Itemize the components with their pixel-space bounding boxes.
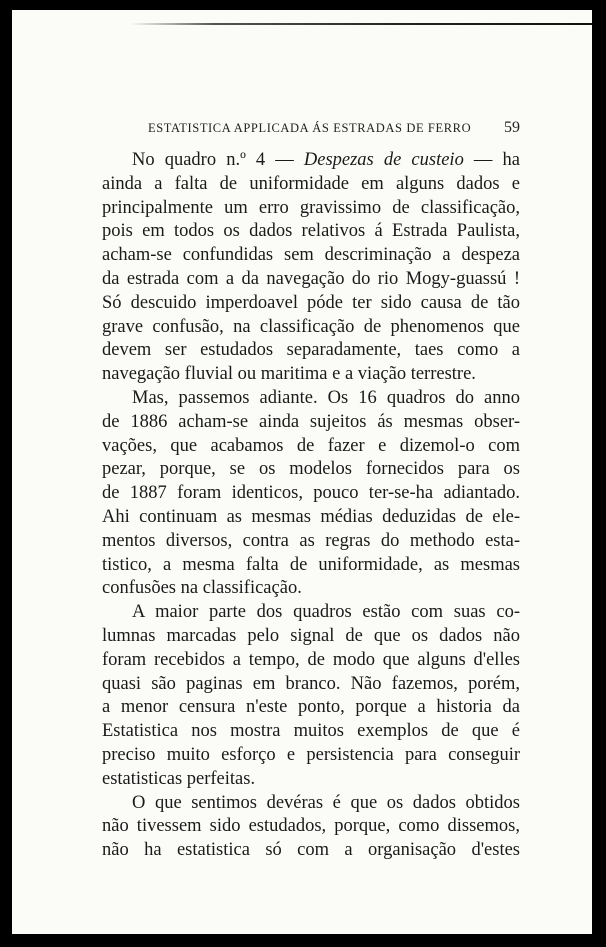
text-line: principalmente um erro gravissimo de classificação, <box>102 197 520 218</box>
text-line: A maior parte dos quadros estão com suas co- <box>132 602 520 623</box>
text-line: tistico, a mesma falta de uniformidade, as mesmas <box>102 554 520 575</box>
text-line: de 1887 foram identicos, pouco ter-se-ha adiantado. <box>102 483 520 504</box>
text-line: Estatistica nos mostra muitos exemplos de que é <box>102 721 520 742</box>
text-line: lumnas marcadas pelo signal de que os dados não <box>102 625 520 646</box>
text-line: mentos diversos, contra as regras do methodo esta- <box>102 530 520 551</box>
text-line: de 1886 acham-se ainda sujeitos ás mesmas obser- <box>102 411 520 432</box>
text-line: navegação fluvial ou maritima e a viação terrestre. <box>102 364 476 385</box>
running-title: ESTATISTICA APPLICADA ÁS ESTRADAS DE FERRO <box>148 121 472 135</box>
text-line: grave confusão, na classificação de phenomenos que <box>102 316 520 337</box>
text-line: O que sentimos devéras é que os dados obtidos <box>132 792 520 813</box>
text-line: estatisticas perfeitas. <box>102 768 256 789</box>
text-line: preciso muito esforço e persistencia para conseguir <box>102 744 520 765</box>
text-line: não tivessem sido estudados, porque, como dissemos, <box>102 816 520 837</box>
section-title-italic: Despezas de custeio <box>303 150 464 170</box>
page-number: 59 <box>504 119 520 136</box>
text-line: No quadro n.º 4 — Despezas de custeio — ha <box>132 150 520 170</box>
book-page <box>12 10 592 934</box>
body-text <box>102 149 520 863</box>
text-line: Só descuido imperdoavel póde ter sido causa de tão <box>102 292 520 313</box>
text-line: não ha estatistica só com a organisação d'estes <box>102 840 520 861</box>
running-header <box>102 119 520 139</box>
text-line: vações, que acabamos de fazer e dizemol-o com <box>102 435 520 456</box>
text-line: Mas, passemos adiante. Os 16 quadros do anno <box>132 387 520 408</box>
top-edge-rule <box>130 23 592 25</box>
text-line: confusões na classificação. <box>102 578 302 599</box>
text-line: ainda a falta de uniformidade em alguns dados e <box>102 173 520 194</box>
text-line: devem ser estudados separadamente, taes como a <box>102 340 520 361</box>
text-line: acham-se confundidas sem descriminação a despeza <box>102 245 520 266</box>
text-line: da estrada com a da navegação do rio Mogy-guassú ! <box>102 268 520 289</box>
text-line: a menor censura n'este ponto, porque a historia da <box>102 697 520 718</box>
text-line: foram recebidos a tempo, de modo que alguns d'elles <box>102 649 520 670</box>
text-line: Ahi continuam as mesmas médias deduzidas de ele- <box>102 506 520 527</box>
text-line: pezar, porque, se os modelos fornecidos para os <box>102 459 520 480</box>
text-line: quasi são paginas em branco. Não fazemos, porém, <box>102 673 520 694</box>
text-line: pois em todos os dados relativos á Estrada Paulista, <box>102 221 520 242</box>
